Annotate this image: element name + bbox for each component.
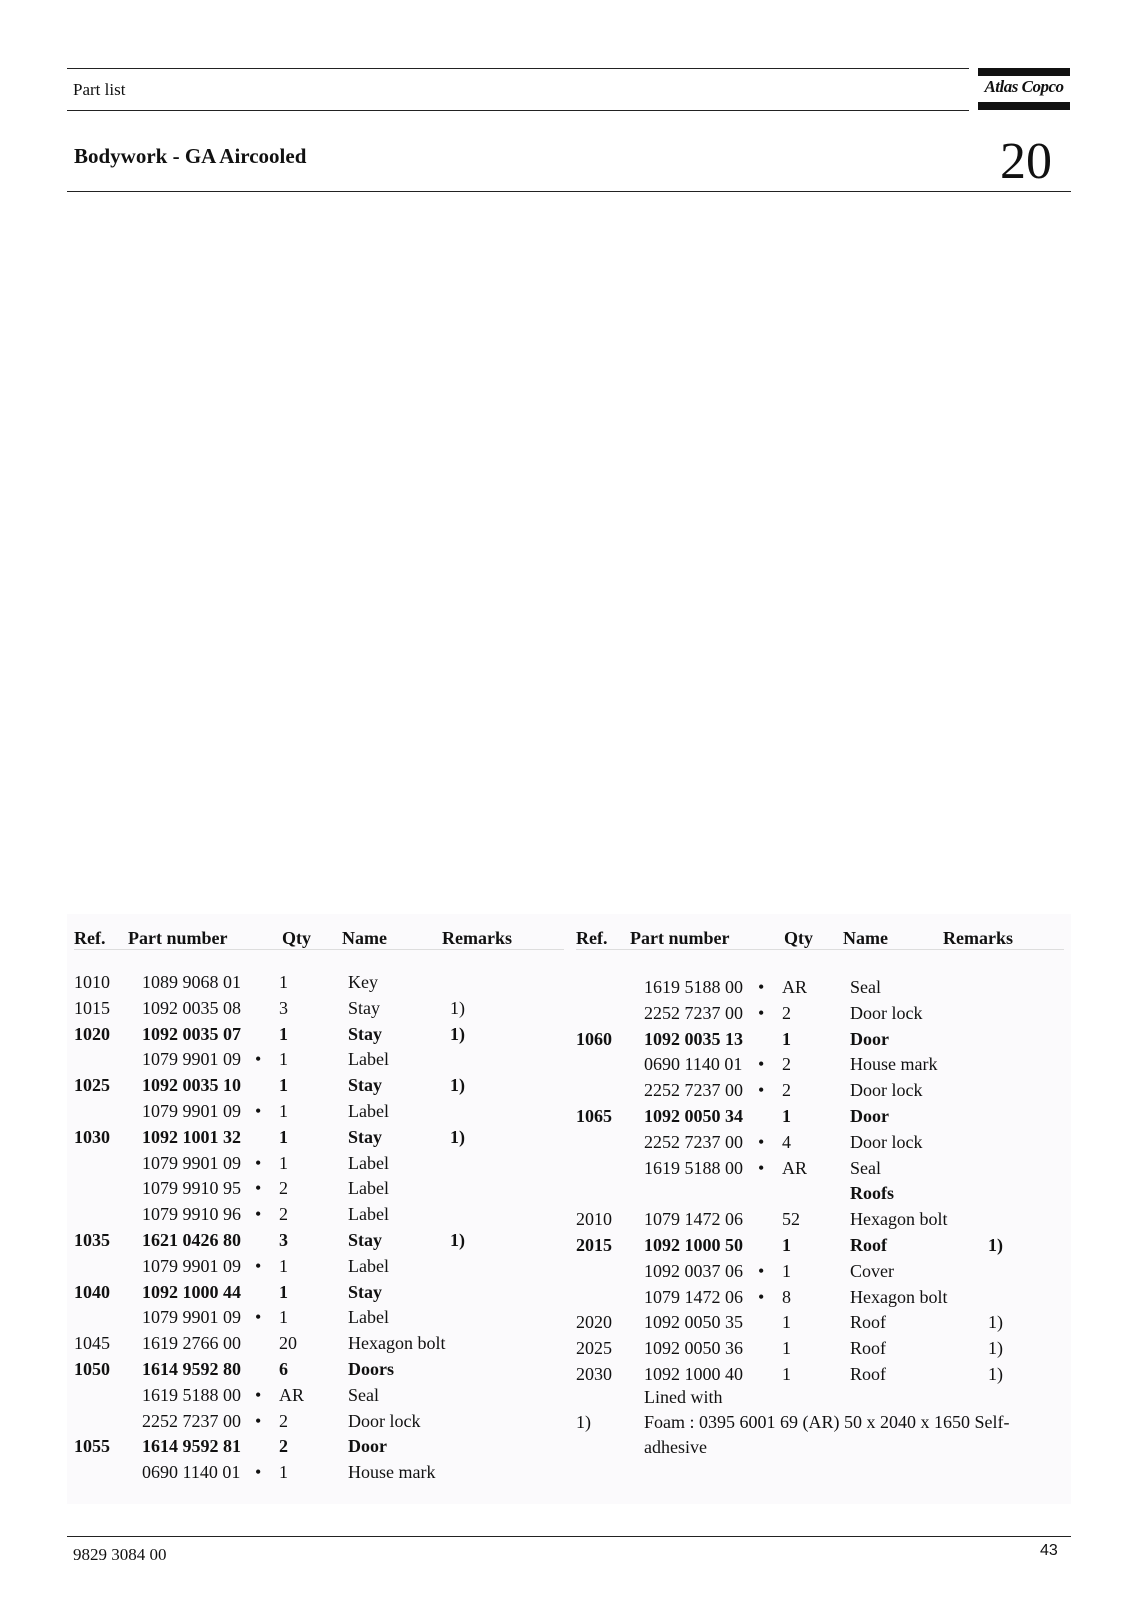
ref-cell: 2025 <box>576 1338 612 1359</box>
part-row <box>0 1383 1131 1407</box>
part-number-cell: 1621 0426 80 <box>142 1230 241 1250</box>
part-row <box>0 1001 1131 1025</box>
qty-cell: 2 <box>782 1080 791 1101</box>
bullet-marker: • <box>255 1152 262 1173</box>
part-row <box>0 1259 1131 1283</box>
name-cell: Label <box>348 1307 389 1328</box>
part-number-cell: 0690 1140 01 <box>644 1054 743 1075</box>
part-number-cell: 1079 9901 09 <box>142 1101 241 1121</box>
remarks-cell: 1) <box>988 1312 1003 1333</box>
part-number-cell: 1079 1472 06 <box>644 1209 743 1230</box>
remarks-cell: 1) <box>450 997 465 1018</box>
bullet-marker: • <box>758 1002 765 1023</box>
part-number-cell: 1092 0035 13 <box>644 1028 743 1049</box>
remarks-cell: 1) <box>988 1364 1003 1384</box>
ref-cell: 2010 <box>576 1209 612 1230</box>
qty-cell: AR <box>782 1157 808 1178</box>
ref-cell: 2030 <box>576 1364 612 1384</box>
qty-cell: 2 <box>279 1178 288 1199</box>
qty-cell: 3 <box>279 1230 288 1250</box>
name-cell: Label <box>348 1255 389 1276</box>
header-rule-bottom <box>67 110 969 111</box>
name-cell: Stay <box>348 1023 383 1044</box>
ref-cell: 1065 <box>576 1106 612 1126</box>
name-cell: Roof <box>850 1364 886 1384</box>
name-cell: Label <box>348 1049 389 1070</box>
part-number-cell: 1619 5188 00 <box>644 977 743 997</box>
part-number-cell: 1619 5188 00 <box>142 1384 241 1405</box>
part-number-cell: 1079 9910 96 <box>142 1204 241 1225</box>
part-row <box>0 1285 1131 1309</box>
bullet-marker: • <box>255 1255 262 1276</box>
bullet-marker: • <box>758 1157 765 1178</box>
part-row <box>0 1336 1131 1360</box>
part-number-cell: 1092 1000 40 <box>644 1364 743 1384</box>
bullet-marker: • <box>255 1384 262 1405</box>
brand-logo <box>978 68 1070 111</box>
part-number-cell: 1079 9901 09 <box>142 1307 241 1328</box>
part-number-cell: 1079 9901 09 <box>142 1152 241 1173</box>
part-number-cell: 1079 9901 09 <box>142 1255 241 1276</box>
bullet-marker: • <box>255 1101 262 1121</box>
name-cell: Stay <box>348 997 381 1018</box>
part-number-cell: 1092 1001 32 <box>142 1126 241 1147</box>
qty-cell: 52 <box>782 1209 800 1230</box>
header-label: Part list <box>73 80 126 99</box>
left-col-qty: Qty <box>282 928 311 948</box>
name-cell: Stay <box>348 1230 383 1250</box>
left-col-ref: Ref. <box>74 928 106 948</box>
ref-cell: 1060 <box>576 1028 612 1049</box>
left-col-name: Name <box>342 928 387 948</box>
qty-cell: 1 <box>782 1028 791 1049</box>
ref-cell: 1030 <box>74 1126 110 1147</box>
left-col-part-number: Part number <box>128 928 228 948</box>
name-cell: Roof <box>850 1312 886 1333</box>
bullet-marker: • <box>255 1462 262 1483</box>
title-rule <box>67 191 1071 192</box>
remarks-cell: 1) <box>988 1338 1003 1359</box>
qty-cell: 2 <box>782 1002 791 1023</box>
part-number-cell: 1619 5188 00 <box>644 1157 743 1178</box>
part-number-cell: 1092 0050 34 <box>644 1106 743 1126</box>
part-row <box>0 1233 1131 1257</box>
bullet-marker: • <box>255 1049 262 1070</box>
part-row <box>0 1310 1131 1334</box>
qty-cell: 1 <box>279 1462 288 1483</box>
name-cell: Label <box>348 1101 389 1121</box>
qty-cell: 1 <box>279 1126 288 1147</box>
name-cell: Key <box>348 972 378 992</box>
qty-cell: 1 <box>782 1364 791 1384</box>
footnote-text-line2: adhesive <box>644 1437 707 1457</box>
qty-cell: 3 <box>279 997 288 1018</box>
part-row <box>0 1078 1131 1102</box>
qty-cell: 8 <box>782 1286 791 1307</box>
name-cell: Stay <box>348 1075 383 1096</box>
qty-cell: 1 <box>279 1075 288 1096</box>
name-cell: Stay <box>348 1126 383 1147</box>
qty-cell: 1 <box>279 1049 288 1070</box>
part-number-cell: 0690 1140 01 <box>142 1462 241 1483</box>
name-cell: Door lock <box>850 1002 923 1023</box>
ref-cell: 2015 <box>576 1235 612 1255</box>
bullet-marker: • <box>255 1204 262 1225</box>
right-col-name: Name <box>843 928 888 948</box>
part-row <box>0 975 1131 999</box>
part-number-cell: 1092 0037 06 <box>644 1260 743 1281</box>
part-number-cell: 1079 1472 06 <box>644 1286 743 1307</box>
qty-cell: 1 <box>279 1255 288 1276</box>
page-title: Bodywork - GA Aircooled <box>74 144 307 168</box>
name-cell: Door <box>850 1106 889 1126</box>
bullet-marker: • <box>758 977 765 997</box>
header-rule-top <box>67 68 969 69</box>
part-row <box>0 1052 1131 1076</box>
qty-cell: 1 <box>279 1281 288 1302</box>
ref-cell: 1025 <box>74 1075 110 1096</box>
bullet-marker: • <box>758 1260 765 1281</box>
part-number-cell: 1092 0050 35 <box>644 1312 743 1333</box>
name-cell: Label <box>348 1204 389 1225</box>
remarks-cell: 1) <box>988 1235 1003 1255</box>
ref-cell: 1055 <box>74 1436 110 1457</box>
part-row <box>0 1362 1131 1386</box>
qty-cell: 2 <box>279 1204 288 1225</box>
qty-cell: 1 <box>279 972 288 992</box>
ref-cell: 1035 <box>74 1230 110 1250</box>
name-cell: Hexagon bolt <box>348 1333 446 1354</box>
ref-cell: 1010 <box>74 972 110 992</box>
right-header-rule <box>576 949 1064 950</box>
footnote-intro: Lined with <box>644 1387 723 1407</box>
name-cell: Seal <box>850 977 881 997</box>
remarks-cell: 1) <box>450 1023 465 1044</box>
bullet-marker: • <box>758 1080 765 1101</box>
qty-cell: 4 <box>782 1131 791 1152</box>
ref-cell: 2020 <box>576 1312 612 1333</box>
ref-cell: 1015 <box>74 997 110 1018</box>
name-cell: Hexagon bolt <box>850 1286 948 1307</box>
qty-cell: 1 <box>279 1307 288 1328</box>
name-cell: Seal <box>850 1157 881 1178</box>
part-number-cell: 1614 9592 81 <box>142 1436 241 1457</box>
ref-cell: 1020 <box>74 1023 110 1044</box>
footer-rule <box>67 1536 1071 1537</box>
part-row <box>0 1434 1131 1458</box>
page-number: 43 <box>1040 1542 1058 1559</box>
right-col-part-number: Part number <box>630 928 730 948</box>
name-cell: Door <box>348 1436 387 1457</box>
name-cell: Hexagon bolt <box>850 1209 948 1230</box>
part-row <box>0 1156 1131 1180</box>
qty-cell: 1 <box>782 1312 791 1333</box>
ref-cell: 1050 <box>74 1359 110 1379</box>
part-number-cell: 1089 9068 01 <box>142 972 241 992</box>
part-number-cell: 2252 7237 00 <box>644 1131 743 1152</box>
name-cell: Roofs <box>850 1183 894 1204</box>
qty-cell: AR <box>782 977 808 997</box>
qty-cell: 6 <box>279 1359 288 1379</box>
part-number-cell: 2252 7237 00 <box>142 1410 241 1431</box>
part-number-cell: 1092 1000 44 <box>142 1281 241 1302</box>
name-cell: Label <box>348 1152 389 1173</box>
name-cell: Label <box>348 1178 389 1199</box>
bullet-marker: • <box>758 1131 765 1152</box>
document-number: 9829 3084 00 <box>73 1545 167 1564</box>
name-cell: Doors <box>348 1359 394 1379</box>
qty-cell: 2 <box>782 1054 791 1075</box>
part-number-cell: 1092 1000 50 <box>644 1235 743 1255</box>
qty-cell: 2 <box>279 1436 288 1457</box>
part-number-cell: 1614 9592 80 <box>142 1359 241 1379</box>
qty-cell: 1 <box>279 1101 288 1121</box>
ref-cell: 1040 <box>74 1281 110 1302</box>
remarks-cell: 1) <box>450 1075 465 1096</box>
qty-cell: 20 <box>279 1333 297 1354</box>
part-row <box>0 1027 1131 1051</box>
right-col-qty: Qty <box>784 928 813 948</box>
part-number-cell: 2252 7237 00 <box>644 1002 743 1023</box>
part-number-cell: 1092 0035 10 <box>142 1075 241 1096</box>
part-row <box>0 1130 1131 1154</box>
qty-cell: 1 <box>782 1235 791 1255</box>
bullet-marker: • <box>255 1307 262 1328</box>
right-col-remarks: Remarks <box>943 928 1013 948</box>
section-number: 20 <box>1000 133 1052 190</box>
qty-cell: 1 <box>782 1338 791 1359</box>
remarks-cell: 1) <box>450 1230 465 1250</box>
left-header-rule <box>74 949 564 950</box>
remarks-cell: 1) <box>450 1126 465 1147</box>
name-cell: Door lock <box>850 1080 923 1101</box>
name-cell: Roof <box>850 1235 887 1255</box>
bullet-marker: • <box>255 1410 262 1431</box>
qty-cell: 1 <box>782 1106 791 1126</box>
name-cell: Cover <box>850 1260 894 1281</box>
part-number-cell: 1079 9910 95 <box>142 1178 241 1199</box>
part-number-cell: 1092 0035 08 <box>142 997 241 1018</box>
qty-cell: 1 <box>279 1023 288 1044</box>
qty-cell: AR <box>279 1384 305 1405</box>
part-number-cell: 1092 0050 36 <box>644 1338 743 1359</box>
name-cell: Door lock <box>348 1410 421 1431</box>
part-row <box>0 1207 1131 1231</box>
name-cell: House mark <box>850 1054 938 1075</box>
part-number-cell: 1079 9901 09 <box>142 1049 241 1070</box>
qty-cell: 1 <box>279 1152 288 1173</box>
ref-cell: 1045 <box>74 1333 110 1354</box>
name-cell: House mark <box>348 1462 436 1483</box>
brand-wordmark: Atlas Copco <box>984 77 1064 96</box>
name-cell: Seal <box>348 1384 379 1405</box>
part-number-cell: 1092 0035 07 <box>142 1023 241 1044</box>
qty-cell: 2 <box>279 1410 288 1431</box>
part-number-cell: 1619 2766 00 <box>142 1333 241 1354</box>
name-cell: Roof <box>850 1338 886 1359</box>
part-row <box>0 1181 1131 1205</box>
name-cell: Door lock <box>850 1131 923 1152</box>
qty-cell: 1 <box>782 1260 791 1281</box>
bullet-marker: • <box>758 1054 765 1075</box>
bullet-marker: • <box>255 1178 262 1199</box>
part-row <box>0 1104 1131 1128</box>
part-number-cell: 2252 7237 00 <box>644 1080 743 1101</box>
footnote-marker: 1) <box>576 1412 591 1432</box>
part-row <box>0 1460 1131 1484</box>
right-col-ref: Ref. <box>576 928 608 948</box>
footnote-text-line1: Foam : 0395 6001 69 (AR) 50 x 2040 x 1650 Self- <box>644 1412 1010 1432</box>
left-col-remarks: Remarks <box>442 928 512 948</box>
name-cell: Stay <box>348 1281 383 1302</box>
name-cell: Door <box>850 1028 889 1049</box>
bullet-marker: • <box>758 1286 765 1307</box>
